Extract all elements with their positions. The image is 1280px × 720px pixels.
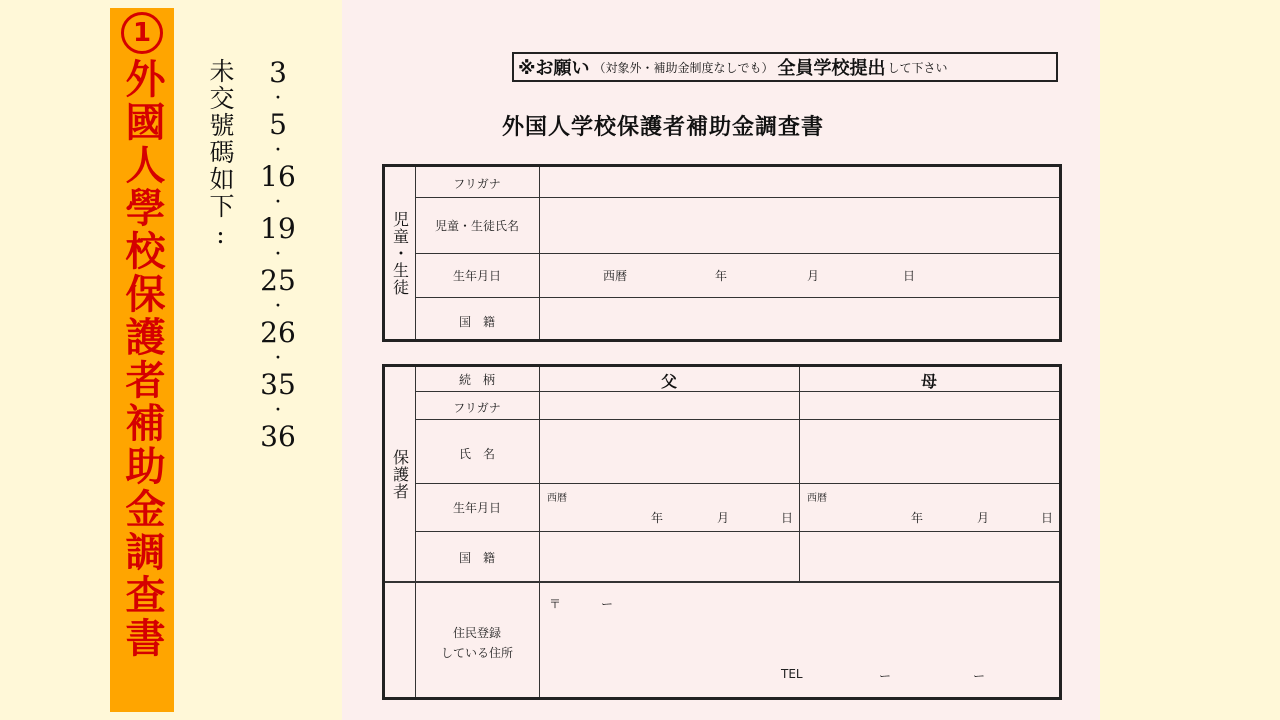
divider: [415, 483, 1059, 484]
era-label: 西暦: [547, 493, 567, 504]
guardian-section: [382, 364, 1062, 700]
divider: [415, 253, 1059, 254]
month-label: 月: [807, 269, 820, 283]
furigana-label: フリガナ: [453, 177, 501, 191]
divider: [799, 367, 800, 581]
slide-title-box: [110, 8, 174, 712]
nationality-label: 国 籍: [458, 315, 495, 329]
address-label-line1: 住民登録: [452, 626, 501, 640]
month-label: 月: [977, 511, 990, 525]
divider: [385, 581, 1059, 583]
divider: [415, 297, 1059, 298]
number-separator: ·: [274, 190, 282, 215]
postal-dash: ー: [601, 597, 614, 611]
month-label: 月: [717, 511, 730, 525]
unsubmitted-number: 36: [260, 420, 296, 453]
tel-dash: ー: [973, 669, 986, 683]
nationality-label: 国 籍: [458, 551, 495, 565]
unsubmitted-number: 3: [269, 56, 287, 89]
birthdate-label: 生年月日: [452, 269, 501, 283]
father-label: 父: [660, 372, 677, 391]
form-title: 外国人学校保護者補助金調査書: [502, 115, 825, 140]
number-separator: ·: [274, 86, 282, 111]
era-label: 西暦: [807, 493, 827, 504]
unsubmitted-number: 16: [260, 160, 296, 193]
unsubmitted-label: 未交號碼如下:: [206, 58, 235, 251]
divider: [415, 531, 1059, 532]
student-section: [382, 164, 1062, 342]
number-separator: ·: [274, 138, 282, 163]
guardian-side-label: 保護者: [390, 448, 410, 500]
request-main: 全員学校提出: [777, 58, 886, 79]
day-label: 日: [1041, 511, 1054, 525]
student-name-label: 児童・生徒氏名: [434, 219, 519, 233]
tel-label: TEL: [781, 667, 803, 681]
number-separator: ·: [274, 294, 282, 319]
number-separator: ·: [274, 242, 282, 267]
unsubmitted-number: 5: [269, 108, 287, 141]
survey-form-scan: [342, 0, 1100, 720]
era-label: 西暦: [603, 269, 628, 283]
divider: [415, 197, 1059, 198]
title-number-badge: 1: [121, 12, 163, 54]
unsubmitted-number: 19: [260, 212, 296, 245]
unsubmitted-numbers: [258, 58, 298, 452]
slide-title: 外國人學校保護者補助金調查書: [119, 58, 166, 660]
unsubmitted-number: 26: [260, 316, 296, 349]
day-label: 日: [781, 511, 794, 525]
unsubmitted-number: 35: [260, 368, 296, 401]
relation-label: 続 柄: [458, 373, 495, 387]
divider: [539, 367, 540, 697]
furigana-label: フリガナ: [453, 401, 501, 415]
request-tail: して下さい: [887, 60, 948, 75]
year-label: 年: [715, 269, 728, 283]
mother-label: 母: [920, 372, 937, 391]
number-separator: ·: [274, 398, 282, 423]
address-label-line2: している住所: [440, 646, 513, 660]
request-notice: [512, 52, 1058, 82]
student-side-label: 児童・生徒: [390, 210, 410, 296]
request-lead: ※お願い: [518, 58, 590, 79]
number-separator: ·: [274, 346, 282, 371]
divider: [415, 419, 1059, 420]
day-label: 日: [903, 269, 916, 283]
year-label: 年: [911, 511, 924, 525]
birthdate-label: 生年月日: [452, 501, 501, 515]
unsubmitted-number: 25: [260, 264, 296, 297]
guardian-name-label: 氏 名: [458, 447, 495, 461]
address-label: [415, 623, 539, 663]
tel-dash: ー: [879, 669, 892, 683]
postal-mark: 〒: [549, 597, 562, 611]
request-paren: （対象外・補助金制度なしでも）: [593, 60, 774, 75]
year-label: 年: [651, 511, 664, 525]
